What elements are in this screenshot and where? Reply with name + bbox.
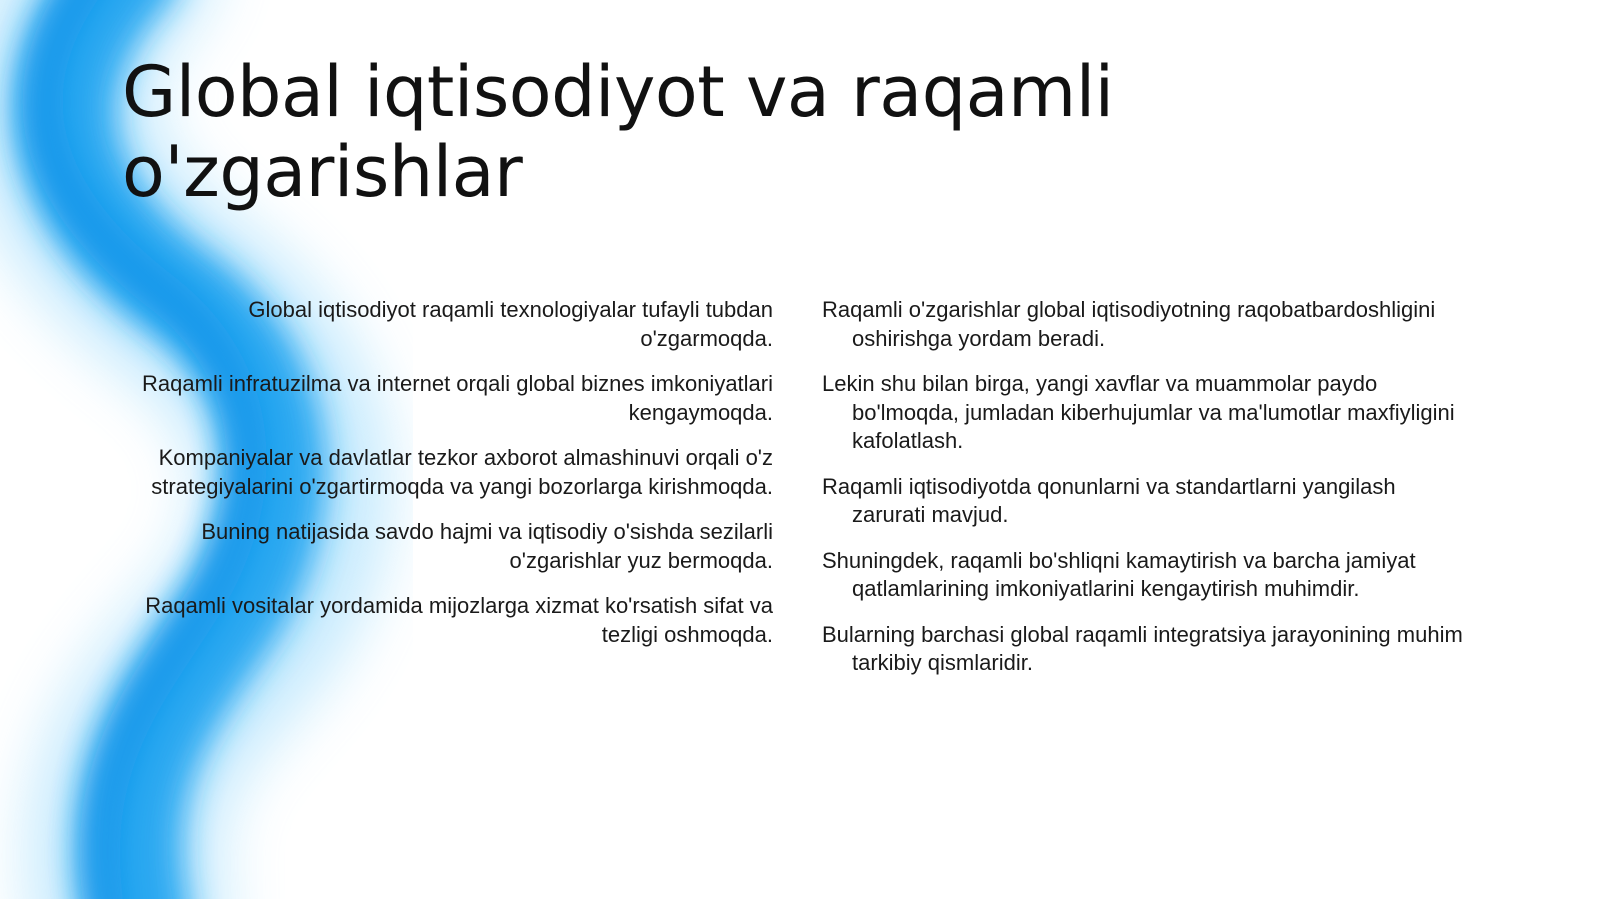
list-item: Raqamli infratuzilma va internet orqali global biznes imkoniyatlari kengaymoqda. — [142, 371, 773, 425]
right-bullet-list — [822, 296, 1472, 695]
list-item: Raqamli vositalar yordamida mijozlarga xizmat ko'rsatish sifat va tezligi oshmoqda. — [145, 593, 773, 647]
slide-title: Global iqtisodiyot va raqamli o'zgarishlar — [122, 51, 1114, 213]
list-item: Lekin shu bilan birga, yangi xavflar va muammolar paydo bo'lmoqda, jumladan kiberhujumlar va ma'lumotlar maxfiyligini kafolatlash. — [822, 371, 1455, 453]
list-item: Raqamli o'zgarishlar global iqtisodiyotning raqobatbardoshligini oshirishga yordam beradi. — [822, 297, 1436, 351]
list-item: Kompaniyalar va davlatlar tezkor axborot almashinuvi orqali o'z strategiyalarini o'zgartirmoqda va yangi bozorlarga kirishmoqda. — [151, 445, 773, 499]
list-item: Bularning barchasi global raqamli integratsiya jarayonining muhim tarkibiy qismlaridir. — [822, 621, 1463, 675]
list-item: Shuningdek, raqamli bo'shliqni kamaytirish va barcha jamiyat qatlamlarining imkoniyatlarini kengaytirish muhimdir. — [822, 547, 1416, 601]
list-item: Raqamli iqtisodiyotda qonunlarni va standartlarni yangilash zarurati mavjud. — [822, 473, 1396, 527]
list-item: Buning natijasida savdo hajmi va iqtisodiy o'sishda sezilarli o'zgarishlar yuz bermoqda. — [201, 519, 773, 573]
left-bullet-list — [120, 296, 773, 666]
list-item: Global iqtisodiyot raqamli texnologiyalar tufayli tubdan o'zgarmoqda. — [248, 297, 773, 351]
